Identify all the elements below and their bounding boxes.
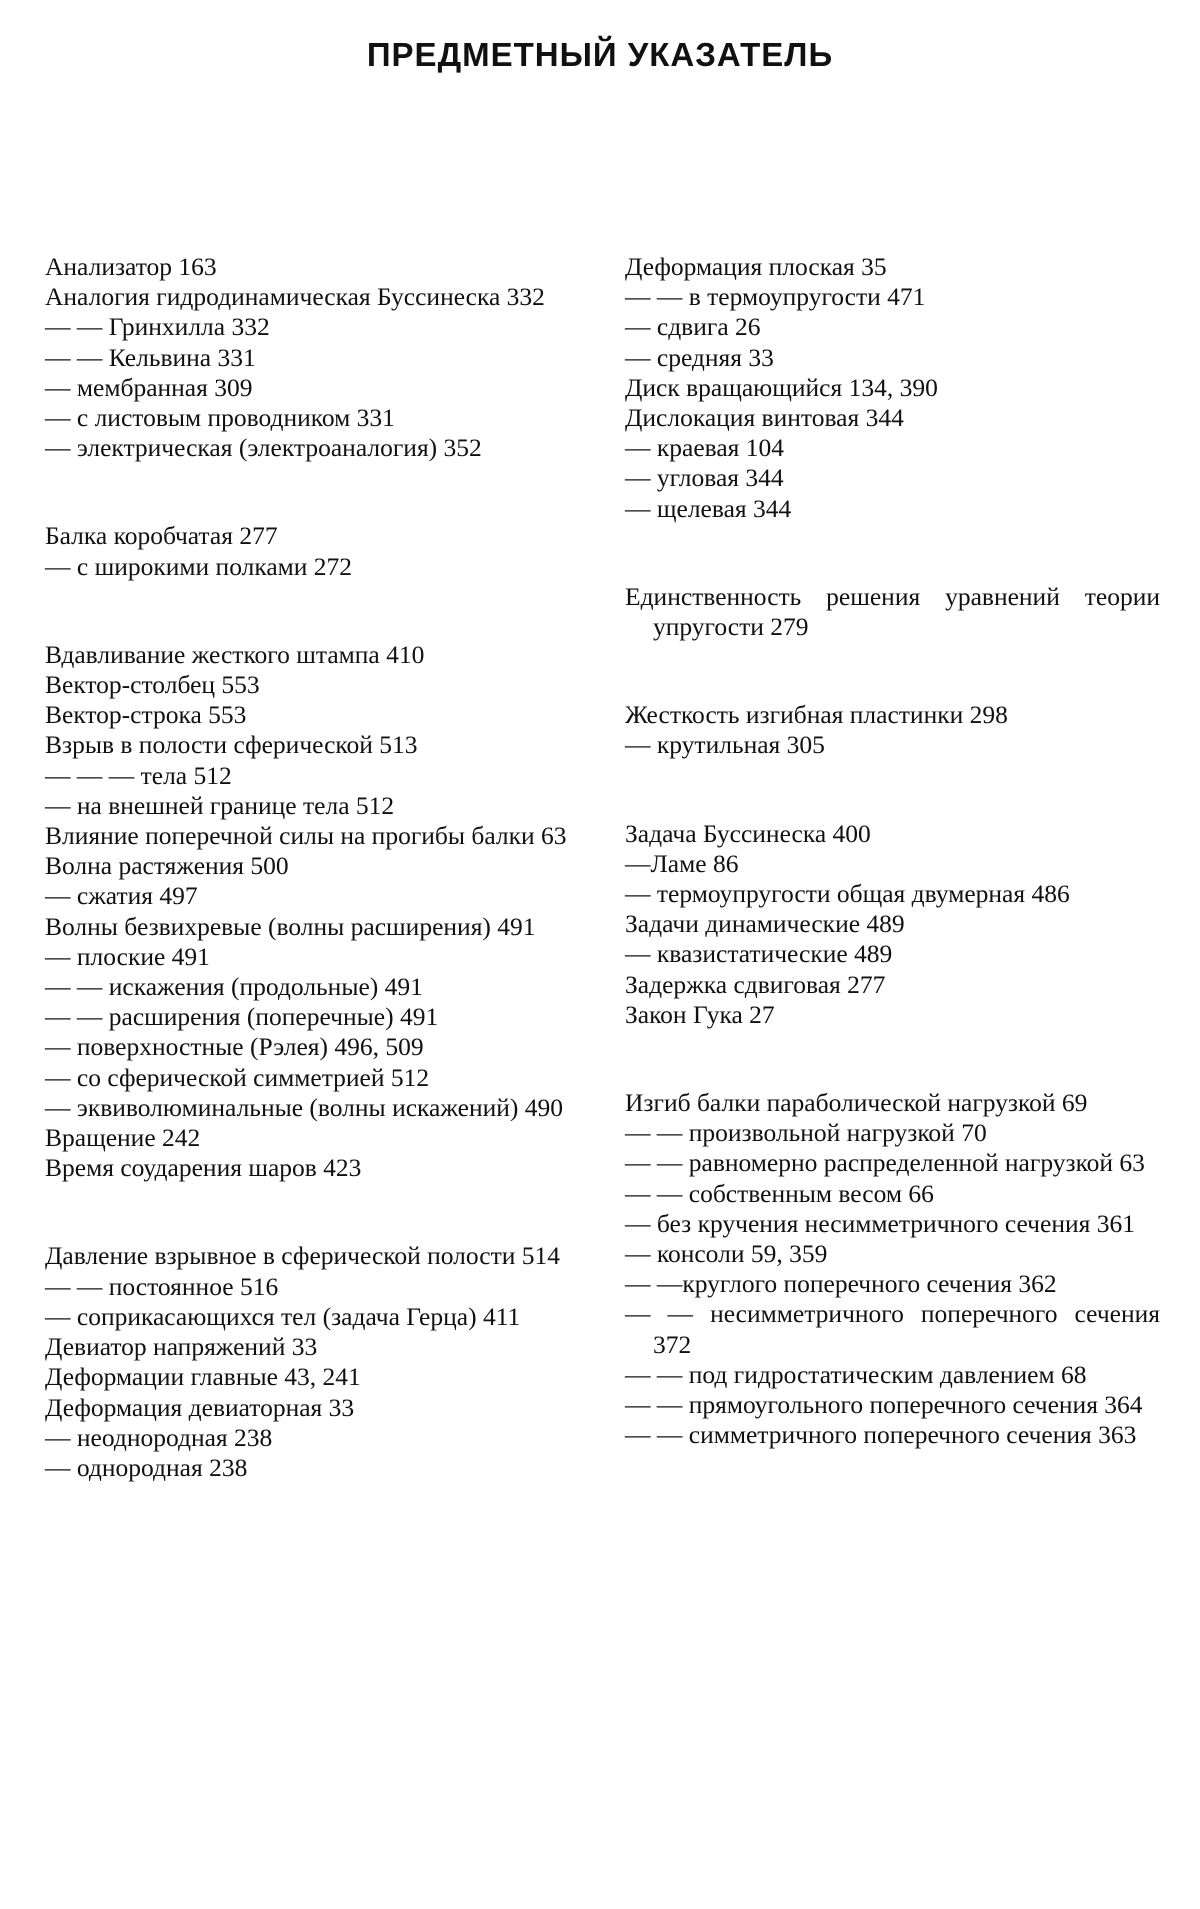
- index-entry: Деформация девиаторная 33: [45, 1392, 355, 1422]
- index-entry: Время соударения шаров 423: [45, 1153, 362, 1183]
- index-entry: — угловая 344: [625, 463, 784, 493]
- index-entry: — — расширения (поперечные) 491: [45, 1002, 439, 1032]
- index-entry: — щелевая 344: [625, 493, 792, 523]
- index-entry: — —круглого поперечного сечения 362: [625, 1269, 1057, 1299]
- index-entry: Девиатор напряжений 33: [45, 1332, 318, 1362]
- index-entry: — — равномерно распределенной нагрузкой 63: [625, 1148, 1145, 1178]
- index-letter-group: [45, 521, 580, 581]
- index-entry: Аналогия гидродинамическая Буссинеска 332: [45, 282, 545, 312]
- index-letter-group: [625, 252, 1160, 524]
- index-entry: — средняя 33: [625, 342, 774, 372]
- index-entry: Задержка сдвиговая 277: [625, 969, 886, 999]
- index-entry: — — постоянное 516: [45, 1271, 279, 1301]
- index-entry: — — под гидростатическим давлением 68: [625, 1359, 1087, 1389]
- index-entry: — — в термоупругости 471: [625, 282, 926, 312]
- index-entry: — мембранная 309: [45, 372, 253, 402]
- index-entry: Единственность решения уравнений теории упругости 279: [625, 581, 1160, 642]
- index-entry: — — симметричного поперечного сечения 363: [625, 1420, 1137, 1450]
- index-entry: — со сферической симметрией 512: [45, 1062, 430, 1092]
- index-entry: Диск вращающийся 134, 390: [625, 372, 938, 402]
- index-letter-group: [625, 582, 1160, 642]
- index-entry: Задачи динамические 489: [625, 909, 905, 939]
- index-entry: — — произвольной нагрузкой 70: [625, 1118, 987, 1148]
- index-entry: Волна растяжения 500: [45, 851, 289, 881]
- index-entry: — поверхностные (Рэлея) 496, 509: [45, 1032, 424, 1062]
- index-entry: — на внешней границе тела 512: [45, 790, 395, 820]
- index-entry: — электрическая (электроаналогия) 352: [45, 433, 482, 463]
- index-entry: Волны безвихревые (волны расширения) 491: [45, 911, 536, 941]
- index-entry: Задача Буссинеска 400: [625, 818, 871, 848]
- index-entry: Дислокация винтовая 344: [625, 403, 904, 433]
- index-entry: — — прямоугольного поперечного сечения 364: [625, 1390, 1143, 1420]
- index-letter-group: [625, 1088, 1160, 1450]
- index-entry: — крутильная 305: [625, 730, 825, 760]
- index-entry: Анализатор 163: [45, 252, 217, 281]
- index-entry: — квазистатические 489: [625, 939, 893, 969]
- index-letter-group: [45, 1241, 580, 1483]
- index-entry: — — — тела 512: [45, 760, 232, 790]
- index-entry: Жесткость изгибная пластинки 298: [625, 700, 1008, 730]
- index-entry: — консоли 59, 359: [625, 1239, 828, 1269]
- index-entry: — плоские 491: [45, 941, 210, 971]
- index-entry: Изгиб балки параболической нагрузкой 69: [625, 1088, 1088, 1118]
- index-entry: Деформации главные 43, 241: [45, 1362, 361, 1392]
- index-entry: — сдвига 26: [625, 312, 761, 342]
- index-entry: — — собственным весом 66: [625, 1178, 934, 1208]
- index-column-right: [625, 252, 1160, 1451]
- index-entry: — эквиволюминальные (волны искажений) 490: [45, 1092, 564, 1122]
- index-entry: Деформация плоская 35: [625, 252, 887, 281]
- index-entry: — сжатия 497: [45, 881, 198, 911]
- page-title: ПРЕДМЕТНЫЙ УКАЗАТЕЛЬ: [366, 36, 834, 73]
- index-entry: Вектор-строка 553: [45, 700, 247, 730]
- index-entry: — с широкими полками 272: [45, 551, 353, 581]
- index-entry: —Ламе 86: [625, 848, 739, 878]
- index-entry: Вдавливание жесткого штампа 410: [45, 639, 425, 669]
- index-letter-group: [625, 819, 1160, 1030]
- index-entry: — — несимметричного поперечного сечения 372: [625, 1299, 1160, 1359]
- index-entry: — — искажения (продольные) 491: [45, 972, 423, 1002]
- index-entry: Взрыв в полости сферической 513: [45, 730, 418, 760]
- index-column-left: [45, 252, 580, 1483]
- index-entry: — краевая 104: [625, 433, 785, 463]
- index-entry: Вектор-столбец 553: [45, 670, 260, 700]
- index-letter-group: [45, 252, 580, 463]
- index-entry: — — Гринхилла 332: [45, 312, 270, 342]
- index-entry: — с листовым проводником 331: [45, 403, 395, 433]
- index-letter-group: [625, 700, 1160, 760]
- index-entry: — без кручения несимметричного сечения 361: [625, 1208, 1135, 1238]
- index-entry: Влияние поперечной силы на прогибы балки 63: [45, 821, 567, 851]
- index-entry: Давление взрывное в сферической полости 514: [45, 1241, 561, 1271]
- index-entry: Балка коробчатая 277: [45, 521, 278, 551]
- index-entry: — соприкасающихся тел (задача Герца) 411: [45, 1301, 521, 1331]
- index-letter-group: [45, 640, 580, 1184]
- index-entry: — однородная 238: [45, 1452, 248, 1482]
- index-entry: — неоднородная 238: [45, 1422, 273, 1452]
- index-entry: — термоупругости общая двумерная 486: [625, 879, 1070, 909]
- index-entry: — — Кельвина 331: [45, 342, 256, 372]
- index-entry: Вращение 242: [45, 1123, 201, 1153]
- index-entry: Закон Гука 27: [625, 999, 775, 1029]
